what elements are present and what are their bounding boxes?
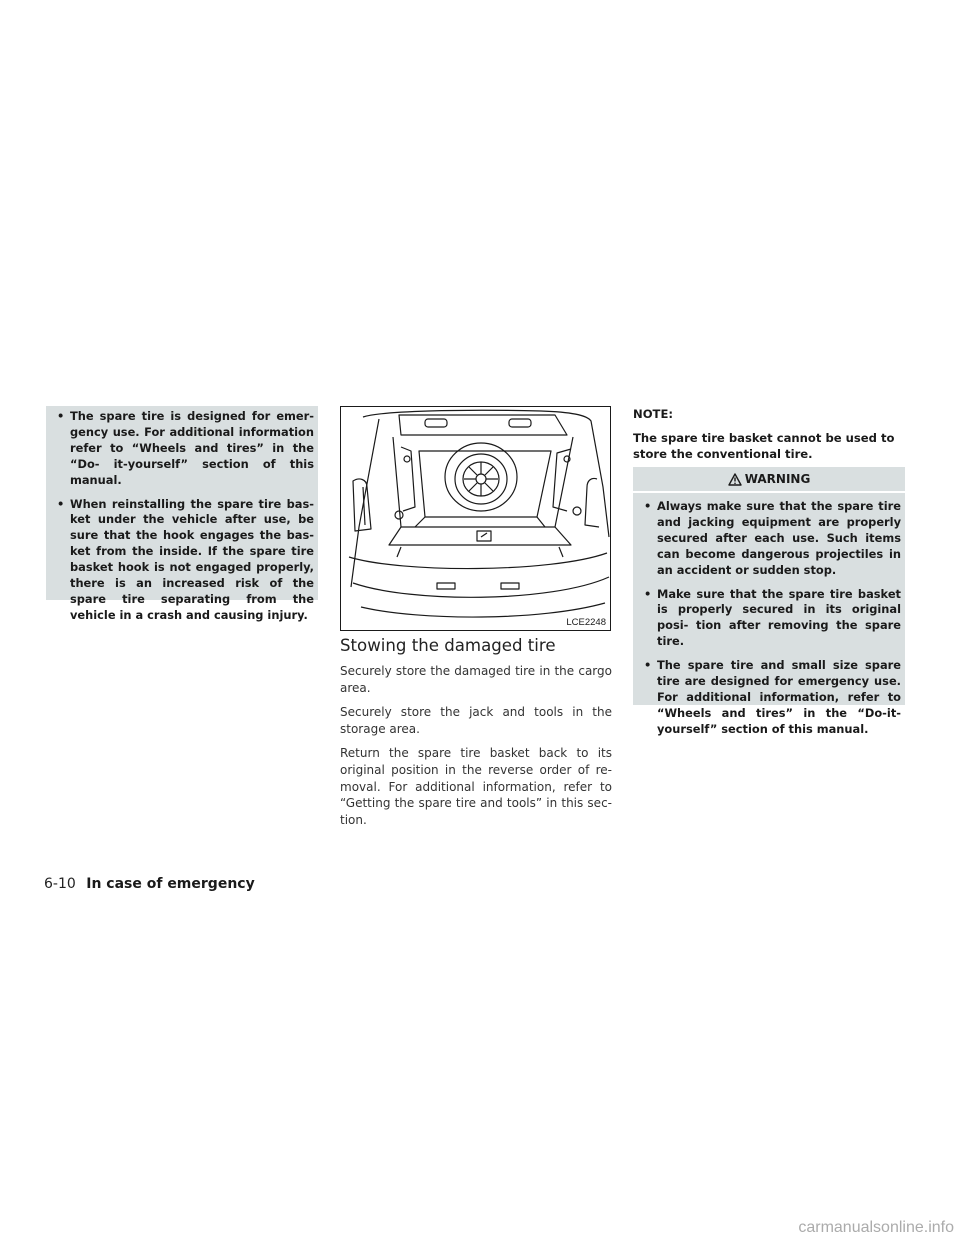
warning-icon [728, 473, 742, 486]
caution-box [46, 406, 318, 622]
note-label: NOTE: [633, 407, 674, 421]
warning-header [633, 467, 905, 493]
body-paragraph: Return the spare tire basket back to its original position in the reverse order of re- moval. For additional information, refer to “Getting the spare tire and tools” in this sec- tion. [340, 746, 612, 827]
warning-item: • The spare tire and small size spare tire are designed for emergency use. For additional information, refer to “Wheels and tires” in the “Do-it- yourself” section of this manual. [641, 658, 901, 738]
page-footer [44, 876, 255, 892]
warning-title: WARNING [744, 472, 811, 486]
caution-item: • When reinstalling the spare tire bas- ket under the vehicle after use, be sure that the hook engages the bas- ket from the inside. If the spare tire basket hook is not engaged properly, there is an increased risk of the spare tire separating from the vehicle in a crash and causing injury. [54, 497, 314, 624]
note-block [633, 406, 905, 471]
watermark: carmanualsonline.info [798, 1219, 954, 1236]
body-paragraph: Securely store the jack and tools in the storage area. [340, 705, 612, 736]
body-paragraph: Securely store the damaged tire in the cargo area. [340, 664, 612, 695]
caution-list [54, 409, 314, 624]
warning-item: • Make sure that the spare tire basket is properly secured in its original posi- tion after removing the spare tire. [641, 587, 901, 651]
warning-item: • Always make sure that the spare tire and jacking equipment are properly secured after each use. Such items can become dangerous projectiles in an accident or sudden stop. [641, 499, 901, 579]
vehicle-cargo-drawing [341, 407, 611, 631]
warning-box [633, 467, 905, 736]
caution-item: • The spare tire is designed for emer- gency use. For additional information refer to “Wheels and tires” in the “Do- it-yourself” section of this manual. [54, 409, 314, 489]
figure-code: LCE2248 [566, 617, 606, 628]
warning-list [633, 493, 905, 738]
page-number: 6-10 [44, 876, 76, 892]
section-heading: Stowing the damaged tire [340, 636, 556, 655]
chapter-title: In case of emergency [86, 876, 255, 892]
section-body [340, 663, 612, 836]
note-text: The spare tire basket cannot be used to store the conventional tire. [633, 431, 895, 462]
cargo-area-illustration [340, 406, 611, 631]
